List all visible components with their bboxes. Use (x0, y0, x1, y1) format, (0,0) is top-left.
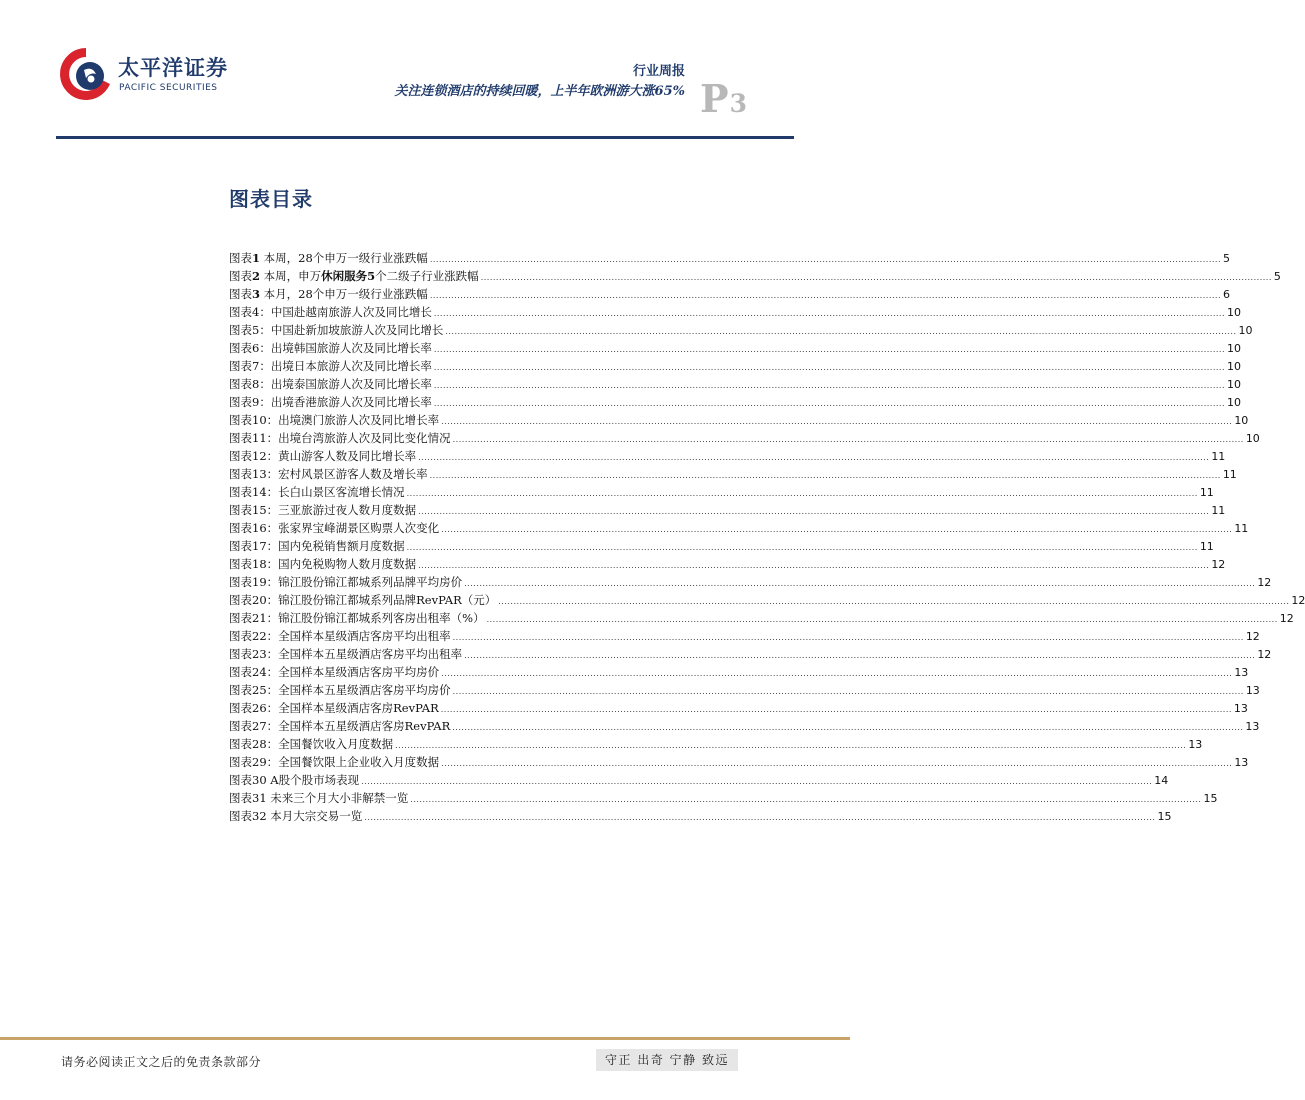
toc-entry-title (229, 573, 462, 591)
toc-leader-dots: .................................................................................................................................................................................................................................................................... (433, 345, 1225, 354)
toc-entry-prefix: 图表 (229, 449, 252, 463)
toc-entry[interactable] (229, 537, 1214, 555)
toc-entry-title (229, 483, 405, 501)
toc-entry-number: 25 (252, 683, 267, 697)
toc-leader-dots: .................................................................................................................................................................................................................................................................... (445, 327, 1237, 336)
toc-entry-prefix: 图表 (229, 665, 252, 679)
toc-entry-text: A股个股市场表现 (270, 773, 360, 787)
toc-entry-text: 国内免税购物人数月度数据 (278, 557, 417, 571)
toc-entry[interactable] (229, 375, 1241, 393)
toc-entry-text: 全国样本五星级酒店客房平均房价 (278, 683, 451, 697)
toc-entry-separator: ： (266, 557, 279, 571)
toc-leader-dots: .................................................................................................................................................................................................................................................................... (452, 723, 1244, 732)
toc-leader-dots: .................................................................................................................................................................................................................................................................... (418, 561, 1210, 570)
toc-entry-text: 锦江股份锦江都城系列客房出租率（%） (278, 611, 485, 625)
toc-entry-text: 张家界宝峰湖景区购票人次变化 (278, 521, 440, 535)
toc-entry-title (229, 717, 450, 735)
toc-entry-text: 个二级子行业涨跌幅 (375, 269, 479, 283)
toc-leader-dots: .................................................................................................................................................................................................................................................................... (361, 777, 1153, 786)
toc-entry-number: 29 (252, 755, 267, 769)
toc-entry[interactable] (229, 339, 1241, 357)
toc-entry-prefix: 图表 (229, 575, 252, 589)
toc-leader-dots: .................................................................................................................................................................................................................................................................... (410, 795, 1202, 804)
toc-leader-dots: .................................................................................................................................................................................................................................................................... (464, 579, 1256, 588)
toc-leader-dots: .................................................................................................................................................................................................................................................................... (498, 597, 1290, 606)
toc-entry-page: 11 (1211, 504, 1226, 517)
toc-entry-number: 15 (252, 503, 267, 517)
toc-entry-text: 本月大宗交易一览 (270, 809, 363, 823)
toc-entry-prefix: 图表 (229, 269, 252, 283)
toc-entry-page: 13 (1245, 684, 1260, 697)
toc-entry-number: 32 (252, 809, 267, 823)
toc-leader-dots: .................................................................................................................................................................................................................................................................... (406, 489, 1198, 498)
toc-leader-dots: .................................................................................................................................................................................................................................................................... (395, 741, 1187, 750)
toc-leader-dots: .................................................................................................................................................................................................................................................................... (418, 453, 1210, 462)
toc-leader-dots: .................................................................................................................................................................................................................................................................... (429, 471, 1221, 480)
toc-leader-dots: .................................................................................................................................................................................................................................................................... (406, 543, 1198, 552)
toc-entry-text: 出境日本旅游人次及同比增长率 (270, 359, 432, 373)
toc-entry[interactable] (229, 393, 1241, 411)
toc-entry[interactable] (229, 321, 1253, 339)
toc-entry-separator: ： (266, 611, 279, 625)
toc-entry-prefix: 图表 (229, 737, 252, 751)
header-divider (56, 136, 794, 139)
toc-entry-separator: ： (266, 701, 279, 715)
toc-entry-number: 7 (252, 359, 260, 373)
toc-entry[interactable] (229, 681, 1260, 699)
toc-entry-text: 休闲服务5 (321, 269, 376, 283)
toc-entry-prefix: 图表 (229, 557, 252, 571)
toc-entry-text: 锦江股份锦江都城系列品牌平均房价 (278, 575, 463, 589)
toc-entry-text: 锦江股份锦江都城系列品牌RevPAR（元） (278, 593, 497, 607)
toc-entry-number: 13 (252, 467, 267, 481)
toc-entry-title (229, 267, 479, 285)
toc-entry-prefix: 图表 (229, 395, 252, 409)
toc-entry-title (229, 339, 432, 357)
toc-entry-number: 1 (252, 251, 261, 265)
toc-entry-title (229, 393, 432, 411)
toc-entry-text: 国内免税销售额月度数据 (278, 539, 405, 553)
toc-entry[interactable] (229, 699, 1248, 717)
toc-entry-page: 11 (1199, 540, 1214, 553)
toc-entry-separator: ： (259, 323, 271, 337)
toc-entry-page: 10 (1227, 360, 1241, 373)
toc-entry-prefix: 图表 (229, 629, 252, 643)
toc-entry-title (229, 627, 451, 645)
toc-entry-prefix: 图表 (229, 323, 252, 337)
toc-entry-number: 20 (252, 593, 267, 607)
toc-entry-separator: ： (266, 755, 279, 769)
toc-entry-prefix: 图表 (229, 251, 252, 265)
toc-leader-dots: .................................................................................................................................................................................................................................................................... (418, 507, 1210, 516)
toc-entry-separator: ： (266, 629, 279, 643)
toc-entry-prefix: 图表 (229, 503, 252, 517)
toc-entry-title (229, 447, 416, 465)
toc-entry-text: 出境澳门旅游人次及同比增长率 (278, 413, 440, 427)
toc-leader-dots: .................................................................................................................................................................................................................................................................... (433, 363, 1225, 372)
toc-entry-number: 12 (252, 449, 267, 463)
toc-leader-dots: .................................................................................................................................................................................................................................................................... (429, 291, 1221, 300)
toc-entry-title (229, 681, 451, 699)
toc-entry-title (229, 807, 362, 825)
toc-entry-prefix: 图表 (229, 539, 252, 553)
toc-entry-text: 宏村风景区游客人数及增长率 (278, 467, 428, 481)
toc-entry-number: 19 (252, 575, 267, 589)
toc-entry-number: 24 (252, 665, 267, 679)
page-letter: P (700, 76, 729, 121)
toc-entry-prefix: 图表 (229, 359, 252, 373)
toc-entry-text: 出境香港旅游人次及同比增长率 (270, 395, 432, 409)
toc-entry-separator: ： (266, 413, 279, 427)
toc-entry-page: 13 (1188, 738, 1203, 751)
toc-entry-text: 中国赴越南旅游人次及同比增长 (270, 305, 432, 319)
toc-entry[interactable] (229, 627, 1260, 645)
toc-leader-dots: .................................................................................................................................................................................................................................................................... (364, 813, 1156, 822)
toc-entry-number: 4 (252, 305, 260, 319)
toc-entry-separator: ： (266, 575, 279, 589)
toc-entry-separator: ： (259, 305, 271, 319)
toc-entry-text: 本周，申万 (263, 269, 322, 283)
toc-entry[interactable] (229, 789, 1218, 807)
toc-entry-number: 5 (252, 323, 260, 337)
toc-entry-page: 6 (1222, 288, 1230, 301)
toc-entry-prefix: 图表 (229, 701, 252, 715)
toc-entry-title (229, 429, 451, 447)
toc-entry-separator: ： (266, 431, 279, 445)
toc-entry-prefix: 图表 (229, 755, 252, 769)
toc-entry-title (229, 609, 485, 627)
table-of-figures (229, 249, 1305, 825)
toc-entry-page: 5 (1273, 270, 1281, 283)
toc-entry-number: 6 (252, 341, 260, 355)
toc-entry-title (229, 735, 393, 753)
toc-entry-page: 13 (1245, 720, 1260, 733)
toc-entry-title (229, 753, 439, 771)
toc-entry[interactable] (229, 555, 1226, 573)
toc-entry[interactable] (229, 771, 1169, 789)
logo-english-name: PACIFIC SECURITIES (119, 83, 218, 93)
toc-entry-title (229, 411, 439, 429)
toc-entry-number: 3 (252, 287, 261, 301)
toc-entry-prefix: 图表 (229, 521, 252, 535)
toc-entry-title (229, 789, 408, 807)
toc-entry-title (229, 663, 439, 681)
toc-entry-prefix: 图表 (229, 683, 252, 697)
toc-entry-text: 三亚旅游过夜人数月度数据 (278, 503, 417, 517)
toc-entry-page: 10 (1227, 396, 1241, 409)
toc-entry-separator: ： (266, 449, 279, 463)
toc-entry-prefix: 图表 (229, 305, 252, 319)
toc-entry-page: 12 (1257, 648, 1272, 661)
toc-leader-dots: .................................................................................................................................................................................................................................................................... (486, 615, 1278, 624)
toc-entry-page: 15 (1203, 792, 1218, 805)
toc-entry-number: 11 (252, 431, 267, 445)
toc-entry-page: 10 (1238, 324, 1253, 337)
toc-leader-dots: .................................................................................................................................................................................................................................................................... (480, 273, 1272, 282)
toc-entry-separator: ： (266, 683, 279, 697)
footer-divider (0, 1037, 850, 1040)
toc-entry-separator: ： (266, 467, 279, 481)
toc-leader-dots: .................................................................................................................................................................................................................................................................... (440, 705, 1232, 714)
toc-entry-title (229, 555, 416, 573)
toc-entry-number: 9 (252, 395, 260, 409)
toc-entry-page: 12 (1279, 612, 1294, 625)
toc-entry[interactable] (229, 411, 1249, 429)
toc-entry-title (229, 303, 432, 321)
toc-entry-number: 30 (252, 773, 267, 787)
toc-entry[interactable] (229, 285, 1230, 303)
toc-entry-text: 全国餐饮限上企业收入月度数据 (278, 755, 440, 769)
toc-entry[interactable] (229, 717, 1260, 735)
pacific-securities-logo-icon (60, 46, 112, 102)
toc-entry-title (229, 249, 428, 267)
toc-entry-page: 14 (1154, 774, 1169, 787)
toc-entry-text: 全国样本星级酒店客房平均房价 (278, 665, 440, 679)
toc-entry[interactable] (229, 465, 1237, 483)
toc-leader-dots: .................................................................................................................................................................................................................................................................... (452, 687, 1244, 696)
toc-entry-title (229, 645, 462, 663)
toc-entry-number: 21 (252, 611, 267, 625)
report-type: 行业周报 (632, 64, 685, 79)
toc-entry-prefix: 图表 (229, 485, 252, 499)
toc-entry[interactable] (229, 735, 1203, 753)
toc-entry[interactable] (229, 249, 1230, 267)
toc-entry-prefix: 图表 (229, 611, 252, 625)
toc-entry-page: 10 (1227, 342, 1241, 355)
toc-entry-prefix: 图表 (229, 791, 252, 805)
toc-entry[interactable] (229, 519, 1249, 537)
toc-entry-title (229, 771, 359, 789)
toc-entry-prefix: 图表 (229, 773, 252, 787)
toc-entry-page: 11 (1234, 522, 1249, 535)
toc-entry[interactable] (229, 807, 1172, 825)
toc-entry-prefix: 图表 (229, 593, 252, 607)
toc-entry[interactable] (229, 663, 1249, 681)
toc-leader-dots: .................................................................................................................................................................................................................................................................... (433, 309, 1225, 318)
toc-entry-text: 中国赴新加坡旅游人次及同比增长 (270, 323, 444, 337)
footer-motto: 守正 出奇 宁静 致远 (596, 1049, 738, 1071)
page-number (700, 76, 747, 121)
toc-leader-dots: .................................................................................................................................................................................................................................................................... (441, 759, 1233, 768)
toc-entry-prefix: 图表 (229, 341, 252, 355)
toc-entry-prefix: 图表 (229, 413, 252, 427)
toc-entry-number: 27 (252, 719, 267, 733)
toc-entry-number: 14 (252, 485, 267, 499)
toc-entry-number: 17 (252, 539, 267, 553)
toc-entry-text: 本月，28个申万一级行业涨跌幅 (263, 287, 428, 301)
toc-entry-prefix: 图表 (229, 467, 252, 481)
toc-entry-text: 未来三个月大小非解禁一览 (270, 791, 409, 805)
toc-entry-text: 全国样本五星级酒店客房平均出租率 (278, 647, 463, 661)
toc-entry-title (229, 501, 416, 519)
toc-entry-page: 10 (1245, 432, 1260, 445)
toc-entry-page: 15 (1157, 810, 1172, 823)
toc-leader-dots: .................................................................................................................................................................................................................................................................... (433, 381, 1225, 390)
toc-leader-dots: .................................................................................................................................................................................................................................................................... (441, 669, 1233, 678)
toc-leader-dots: .................................................................................................................................................................................................................................................................... (441, 525, 1233, 534)
toc-entry-separator: ： (266, 521, 279, 535)
toc-entry-separator: ： (259, 395, 271, 409)
toc-entry-page: 12 (1245, 630, 1260, 643)
toc-entry-separator: ： (266, 719, 279, 733)
toc-entry-prefix: 图表 (229, 287, 252, 301)
toc-entry-page: 13 (1233, 702, 1248, 715)
toc-entry-separator: ： (259, 341, 271, 355)
toc-entry[interactable] (229, 267, 1281, 285)
toc-entry-separator: ： (266, 665, 279, 679)
toc-entry-number: 10 (252, 413, 267, 427)
toc-entry-text: 全国样本星级酒店客房RevPAR (278, 701, 439, 715)
toc-entry-separator: ： (266, 737, 279, 751)
toc-entry-separator: ： (266, 647, 279, 661)
toc-entry-prefix: 图表 (229, 377, 252, 391)
toc-entry-title (229, 357, 432, 375)
toc-entry-separator: ： (266, 503, 279, 517)
toc-entry-separator: ： (259, 359, 271, 373)
toc-entry-number: 8 (252, 377, 260, 391)
toc-entry-prefix: 图表 (229, 431, 252, 445)
toc-entry-number: 28 (252, 737, 267, 751)
toc-entry[interactable] (229, 609, 1294, 627)
toc-entry-page: 11 (1211, 450, 1226, 463)
toc-entry[interactable] (229, 447, 1226, 465)
toc-entry-title (229, 537, 405, 555)
toc-entry-text: 长白山景区客流增长情况 (278, 485, 405, 499)
footer-disclaimer: 请务必阅读正文之后的免责条款部分 (61, 1055, 262, 1069)
toc-entry[interactable] (229, 303, 1241, 321)
toc-entry-page: 13 (1234, 756, 1249, 769)
toc-entry-page: 11 (1199, 486, 1214, 499)
toc-leader-dots: .................................................................................................................................................................................................................................................................... (464, 651, 1256, 660)
company-logo (60, 46, 240, 106)
toc-entry-separator: ： (266, 539, 279, 553)
toc-entry[interactable] (229, 591, 1305, 609)
toc-entry-number: 16 (252, 521, 267, 535)
toc-entry[interactable] (229, 429, 1260, 447)
toc-entry-number: 31 (252, 791, 267, 805)
toc-entry-number: 18 (252, 557, 267, 571)
toc-entry-text: 全国样本五星级酒店客房RevPAR (278, 719, 451, 733)
toc-entry-title (229, 591, 496, 609)
report-title: 关注连锁酒店的持续回暖，上半年欧洲游大涨65% (394, 84, 685, 99)
toc-entry-prefix: 图表 (229, 647, 252, 661)
toc-entry[interactable] (229, 483, 1214, 501)
toc-entry-text: 本周，28个申万一级行业涨跌幅 (263, 251, 428, 265)
toc-entry-text: 黄山游客人数及同比增长率 (278, 449, 417, 463)
toc-entry-page: 10 (1227, 378, 1241, 391)
toc-entry-page: 10 (1234, 414, 1249, 427)
toc-entry-text: 出境韩国旅游人次及同比增长率 (270, 341, 432, 355)
toc-leader-dots: .................................................................................................................................................................................................................................................................... (433, 399, 1225, 408)
toc-entry[interactable] (229, 753, 1249, 771)
toc-leader-dots: .................................................................................................................................................................................................................................................................... (429, 255, 1221, 264)
toc-entry[interactable] (229, 357, 1241, 375)
toc-entry-page: 11 (1222, 468, 1237, 481)
section-title: 图表目录 (229, 187, 313, 211)
toc-leader-dots: .................................................................................................................................................................................................................................................................... (452, 633, 1244, 642)
toc-entry-title (229, 321, 443, 339)
toc-entry-page: 5 (1222, 252, 1230, 265)
toc-entry-text: 全国餐饮收入月度数据 (278, 737, 394, 751)
toc-entry-page: 12 (1291, 594, 1305, 607)
toc-leader-dots: .................................................................................................................................................................................................................................................................... (452, 435, 1244, 444)
toc-entry-page: 12 (1211, 558, 1226, 571)
toc-entry-number: 26 (252, 701, 267, 715)
logo-chinese-name: 太平洋证券 (118, 56, 228, 80)
toc-entry[interactable] (229, 501, 1226, 519)
toc-entry-prefix: 图表 (229, 809, 252, 823)
toc-entry-title (229, 375, 432, 393)
toc-entry-separator: ： (266, 593, 279, 607)
toc-entry-text: 出境台湾旅游人次及同比变化情况 (278, 431, 451, 445)
toc-entry-number: 2 (252, 269, 261, 283)
toc-entry-number: 22 (252, 629, 267, 643)
toc-entry-title (229, 519, 439, 537)
toc-entry-text: 出境泰国旅游人次及同比增长率 (270, 377, 432, 391)
toc-entry-number: 23 (252, 647, 267, 661)
toc-entry[interactable] (229, 645, 1272, 663)
toc-entry-prefix: 图表 (229, 719, 252, 733)
toc-entry[interactable] (229, 573, 1272, 591)
toc-entry-separator: ： (259, 377, 271, 391)
toc-entry-page: 13 (1234, 666, 1249, 679)
toc-leader-dots: .................................................................................................................................................................................................................................................................... (441, 417, 1233, 426)
toc-entry-title (229, 285, 428, 303)
toc-entry-page: 12 (1257, 576, 1272, 589)
toc-entry-text: 全国样本星级酒店客房平均出租率 (278, 629, 451, 643)
page-digit: 3 (729, 89, 747, 118)
toc-entry-separator: ： (266, 485, 279, 499)
toc-entry-title (229, 699, 439, 717)
toc-entry-title (229, 465, 428, 483)
toc-entry-page: 10 (1227, 306, 1241, 319)
